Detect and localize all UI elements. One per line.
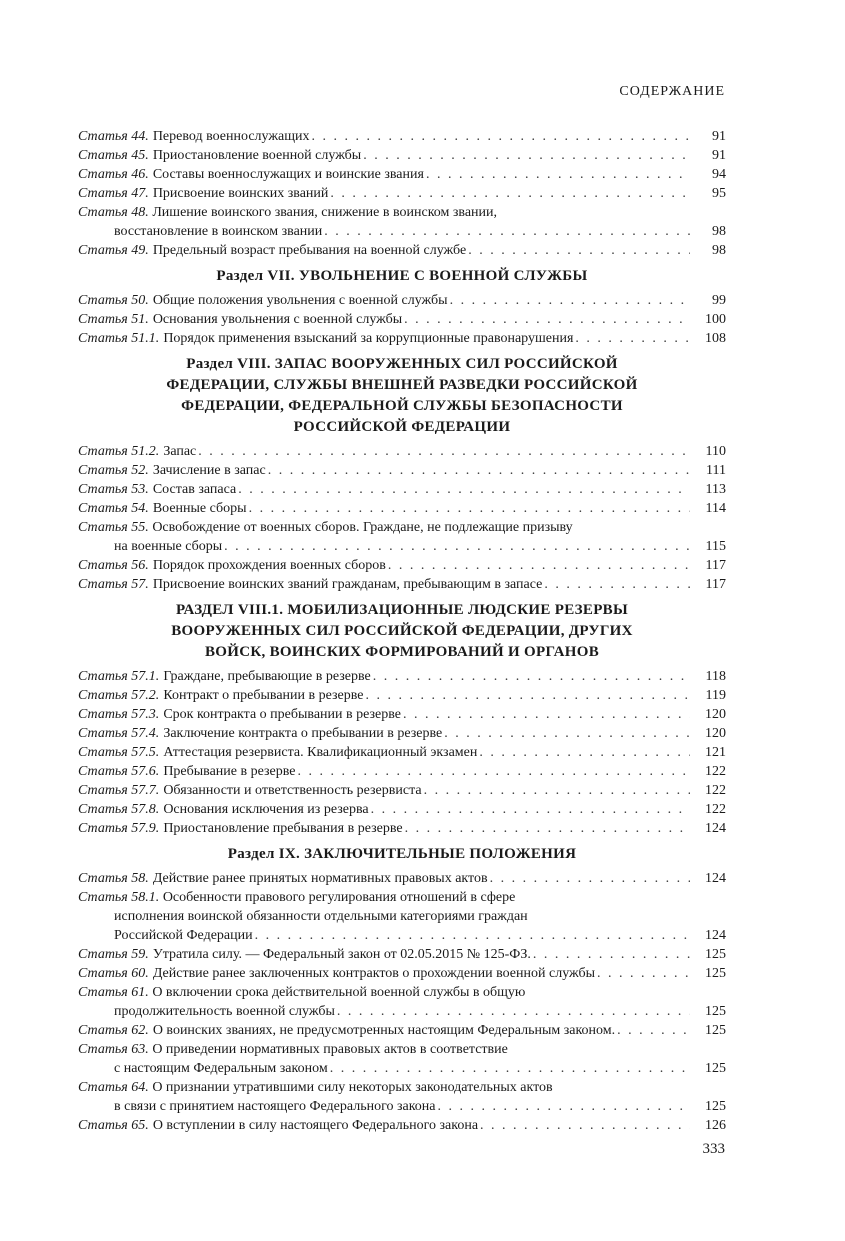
- article-title: Утратила силу. — Федеральный закон от 02.05.2015 № 125-ФЗ.: [152, 947, 531, 962]
- page-ref: 100: [705, 312, 726, 327]
- article-label: Статья 51.2.: [78, 444, 160, 459]
- toc-entry-line[interactable]: [78, 1078, 726, 1097]
- article-label: Статья 45.: [78, 148, 149, 163]
- article-title: Основания исключения из резерва: [163, 802, 369, 817]
- article-label: Статья 57.5.: [78, 745, 160, 760]
- leader-dots: [373, 667, 690, 686]
- article-label: Статья 46.: [78, 167, 149, 182]
- article-label: Статья 50.: [78, 293, 149, 308]
- page-ref: 94: [712, 167, 726, 182]
- page-ref: 98: [712, 243, 726, 258]
- toc-entry[interactable]: [78, 499, 726, 518]
- page-ref: 113: [705, 482, 726, 497]
- page-ref: 91: [712, 129, 726, 144]
- page-ref: 91: [712, 148, 726, 163]
- article-label: Статья 64.: [78, 1080, 149, 1095]
- toc-entry[interactable]: [78, 480, 726, 499]
- article-title: Состав запаса: [152, 482, 237, 497]
- leader-dots: [404, 310, 690, 329]
- toc-entry-continuation[interactable]: [78, 537, 726, 556]
- article-title: Присвоение воинских званий: [152, 186, 329, 201]
- page-ref: 126: [705, 1118, 726, 1133]
- leader-dots: [424, 781, 690, 800]
- section-heading-line: ВООРУЖЕННЫХ СИЛ РОССИЙСКОЙ ФЕДЕРАЦИИ, ДРУГИХ: [171, 623, 633, 639]
- article-title: Предельный возраст пребывания на военной службе: [152, 243, 467, 258]
- page-ref: 125: [705, 966, 726, 981]
- article-label: Статья 57.7.: [78, 783, 160, 798]
- toc-entry[interactable]: [78, 310, 726, 329]
- page-ref: 124: [705, 871, 726, 886]
- article-title: Перевод военнослужащих: [152, 129, 310, 144]
- page-ref: 117: [705, 558, 726, 573]
- page-ref: 95: [712, 186, 726, 201]
- article-title: О вступлении в силу настоящего Федерального закона: [152, 1118, 479, 1133]
- page-ref: 99: [712, 293, 726, 308]
- page-ref: 125: [705, 1061, 726, 1076]
- article-title: на военные сборы: [114, 539, 223, 554]
- section-heading: [78, 354, 726, 438]
- toc-entry-line[interactable]: [78, 203, 726, 222]
- leader-dots: [198, 442, 690, 461]
- article-label: Статья 65.: [78, 1118, 149, 1133]
- leader-dots: [388, 556, 690, 575]
- page-ref: 125: [705, 1004, 726, 1019]
- toc-entry-line[interactable]: [78, 983, 726, 1002]
- article-label: Статья 57.8.: [78, 802, 160, 817]
- toc-entry-continuation[interactable]: [78, 1097, 726, 1116]
- leader-dots: [479, 743, 690, 762]
- article-label: Статья 59.: [78, 947, 149, 962]
- article-label: Статья 57.: [78, 577, 149, 592]
- page-ref: 119: [705, 688, 726, 703]
- article-label: Статья 54.: [78, 501, 149, 516]
- toc-entry[interactable]: [78, 146, 726, 165]
- toc-entry-continuation[interactable]: [78, 926, 726, 945]
- article-title: в связи с принятием настоящего Федерального закона: [114, 1099, 436, 1114]
- article-label: Статья 52.: [78, 463, 149, 478]
- article-title: О включении срока действительной военной службы в общую: [152, 985, 526, 1000]
- page-number: 333: [702, 1141, 725, 1157]
- toc-entry[interactable]: [78, 442, 726, 461]
- article-label: Статья 57.1.: [78, 669, 160, 684]
- toc-entry[interactable]: [78, 743, 726, 762]
- page-ref: 121: [705, 745, 726, 760]
- article-title: Российской Федерации: [114, 928, 253, 943]
- page-ref: 114: [705, 501, 726, 516]
- article-title: Пребывание в резерве: [163, 764, 296, 779]
- leader-dots: [617, 1021, 690, 1040]
- toc-entry-continuation[interactable]: [78, 222, 726, 241]
- article-label: Статья 56.: [78, 558, 149, 573]
- article-title: Приостановление пребывания в резерве: [163, 821, 403, 836]
- section-heading-line: ФЕДЕРАЦИИ, СЛУЖБЫ ВНЕШНЕЙ РАЗВЕДКИ РОССИЙСКОЙ: [166, 377, 638, 393]
- toc-entry-line[interactable]: [78, 907, 726, 926]
- leader-dots: [366, 686, 690, 705]
- leader-dots: [268, 461, 690, 480]
- article-label: Статья 57.6.: [78, 764, 160, 779]
- toc-entry[interactable]: [78, 241, 726, 260]
- article-title: Особенности правового регулирования отношений в сфере: [162, 890, 516, 905]
- page-ref: 98: [712, 224, 726, 239]
- page-ref: 115: [705, 539, 726, 554]
- page-ref: 122: [705, 783, 726, 798]
- leader-dots: [371, 800, 690, 819]
- article-label: Статья 57.2.: [78, 688, 160, 703]
- leader-dots: [468, 241, 690, 260]
- toc-entry[interactable]: [78, 705, 726, 724]
- toc-entry[interactable]: [78, 461, 726, 480]
- article-title: Составы военнослужащих и воинские звания: [152, 167, 424, 182]
- article-title: Запас: [163, 444, 197, 459]
- article-title: Присвоение воинских званий гражданам, пребывающим в запасе: [152, 577, 543, 592]
- toc-entry-line[interactable]: [78, 1040, 726, 1059]
- leader-dots: [403, 705, 690, 724]
- section-heading-line: РОССИЙСКОЙ ФЕДЕРАЦИИ: [293, 419, 511, 435]
- article-title: исполнения воинской обязанности отдельными категориями граждан: [114, 909, 528, 924]
- article-title: Освобождение от военных сборов. Граждане, не подлежащие призыву: [152, 520, 573, 535]
- article-title: Общие положения увольнения с военной службы: [152, 293, 448, 308]
- toc-entry[interactable]: [78, 800, 726, 819]
- page-ref: 122: [705, 764, 726, 779]
- leader-dots: [330, 184, 690, 203]
- article-title: Лишение воинского звания, снижение в воинском звании,: [152, 205, 498, 220]
- page-ref: 118: [705, 669, 726, 684]
- leader-dots: [255, 926, 690, 945]
- article-label: Статья 57.4.: [78, 726, 160, 741]
- toc-entry-line[interactable]: [78, 518, 726, 537]
- leader-dots: [312, 127, 691, 146]
- page-ref: 125: [705, 947, 726, 962]
- article-label: Статья 57.9.: [78, 821, 160, 836]
- article-label: Статья 49.: [78, 243, 149, 258]
- article-title: восстановление в воинском звании: [114, 224, 323, 239]
- article-title: Граждане, пребывающие в резерве: [163, 669, 371, 684]
- toc-entry[interactable]: [78, 819, 726, 838]
- section-heading-line: ВОЙСК, ВОИНСКИХ ФОРМИРОВАНИЙ И ОРГАНОВ: [204, 644, 600, 660]
- article-title: Действие ранее принятых нормативных правовых актов: [152, 871, 488, 886]
- toc-entry[interactable]: [78, 686, 726, 705]
- leader-dots: [438, 1097, 690, 1116]
- article-label: Статья 60.: [78, 966, 149, 981]
- article-label: Статья 55.: [78, 520, 149, 535]
- page-ref: 120: [705, 726, 726, 741]
- page-ref: 120: [705, 707, 726, 722]
- table-of-contents: [78, 127, 726, 1135]
- toc-entry-continuation[interactable]: [78, 1059, 726, 1078]
- toc-entry[interactable]: [78, 291, 726, 310]
- page-ref: 124: [705, 821, 726, 836]
- leader-dots: [337, 1002, 690, 1021]
- toc-entry[interactable]: [78, 1116, 726, 1135]
- article-label: Статья 58.: [78, 871, 149, 886]
- leader-dots: [597, 964, 690, 983]
- leader-dots: [533, 945, 690, 964]
- article-title: Приостановление военной службы: [152, 148, 362, 163]
- toc-entry[interactable]: [78, 127, 726, 146]
- running-header: СОДЕРЖАНИЕ: [619, 84, 725, 99]
- article-label: Статья 47.: [78, 186, 149, 201]
- section-heading-line: Раздел VIII. ЗАПАС ВООРУЖЕННЫХ СИЛ РОССИЙСКОЙ: [186, 356, 618, 372]
- leader-dots: [238, 480, 690, 499]
- article-title: продолжительность военной службы: [114, 1004, 335, 1019]
- article-label: Статья 53.: [78, 482, 149, 497]
- leader-dots: [330, 1059, 690, 1078]
- article-label: Статья 61.: [78, 985, 149, 1000]
- leader-dots: [450, 291, 690, 310]
- article-title: Заключение контракта о пребывании в резерве: [163, 726, 443, 741]
- leader-dots: [224, 537, 690, 556]
- toc-entry[interactable]: [78, 329, 726, 348]
- page-ref: 108: [705, 331, 726, 346]
- toc-entry[interactable]: [78, 575, 726, 594]
- section-heading: Раздел IX. ЗАКЛЮЧИТЕЛЬНЫЕ ПОЛОЖЕНИЯ: [227, 846, 577, 862]
- toc-entry[interactable]: [78, 184, 726, 203]
- section-heading-line: ФЕДЕРАЦИИ, ФЕДЕРАЛЬНОЙ СЛУЖБЫ БЕЗОПАСНОСТИ: [181, 398, 623, 414]
- leader-dots: [249, 499, 690, 518]
- article-title: Обязанности и ответственность резервиста: [163, 783, 422, 798]
- article-title: Аттестация резервиста. Квалификационный экзамен: [163, 745, 478, 760]
- section-heading: Раздел VII. УВОЛЬНЕНИЕ С ВОЕННОЙ СЛУЖБЫ: [216, 268, 588, 284]
- page-ref: 117: [705, 577, 726, 592]
- section-heading-line: РАЗДЕЛ VIII.1. МОБИЛИЗАЦИОННЫЕ ЛЮДСКИЕ РЕЗЕРВЫ: [175, 602, 629, 618]
- article-label: Статья 57.3.: [78, 707, 160, 722]
- article-label: Статья 58.1.: [78, 890, 160, 905]
- article-title: Порядок применения взысканий за коррупционные правонарушения: [163, 331, 574, 346]
- leader-dots: [444, 724, 690, 743]
- toc-entry[interactable]: [78, 869, 726, 888]
- toc-entry[interactable]: [78, 667, 726, 686]
- article-title: Контракт о пребывании в резерве: [163, 688, 364, 703]
- article-title: О воинских званиях, не предусмотренных настоящим Федеральным законом.: [152, 1023, 616, 1038]
- article-title: Зачисление в запас: [152, 463, 266, 478]
- toc-entry[interactable]: [78, 945, 726, 964]
- article-title: с настоящим Федеральным законом: [114, 1061, 328, 1076]
- toc-entry[interactable]: [78, 556, 726, 575]
- article-label: Статья 63.: [78, 1042, 149, 1057]
- toc-entry[interactable]: [78, 964, 726, 983]
- toc-entry[interactable]: [78, 165, 726, 184]
- page-ref: 124: [705, 928, 726, 943]
- toc-entry[interactable]: [78, 724, 726, 743]
- page-ref: 125: [705, 1023, 726, 1038]
- article-label: Статья 62.: [78, 1023, 149, 1038]
- toc-entry-continuation[interactable]: [78, 1002, 726, 1021]
- page-ref: 122: [705, 802, 726, 817]
- article-title: Военные сборы: [152, 501, 247, 516]
- article-label: Статья 51.: [78, 312, 149, 327]
- toc-entry-line[interactable]: [78, 888, 726, 907]
- article-label: Статья 51.1.: [78, 331, 160, 346]
- page-ref: 110: [705, 444, 726, 459]
- leader-dots: [575, 329, 690, 348]
- leader-dots: [405, 819, 690, 838]
- article-title: Основания увольнения с военной службы: [152, 312, 403, 327]
- article-title: Действие ранее заключенных контрактов о прохождении военной службы: [152, 966, 596, 981]
- article-title: Порядок прохождения военных сборов: [152, 558, 386, 573]
- leader-dots: [363, 146, 690, 165]
- leader-dots: [298, 762, 691, 781]
- page-ref: 125: [705, 1099, 726, 1114]
- toc-entry[interactable]: [78, 781, 726, 800]
- article-label: Статья 44.: [78, 129, 149, 144]
- article-title: Срок контракта о пребывании в резерве: [163, 707, 401, 722]
- leader-dots: [490, 869, 690, 888]
- article-title: О признании утратившими силу некоторых законодательных актов: [152, 1080, 553, 1095]
- section-heading: [78, 600, 726, 663]
- toc-entry[interactable]: [78, 1021, 726, 1040]
- leader-dots: [544, 575, 690, 594]
- article-label: Статья 48.: [78, 205, 149, 220]
- leader-dots: [480, 1116, 690, 1135]
- toc-entry[interactable]: [78, 762, 726, 781]
- page-ref: 111: [706, 463, 726, 478]
- article-title: О приведении нормативных правовых актов в соответствие: [152, 1042, 508, 1057]
- leader-dots: [324, 222, 690, 241]
- leader-dots: [426, 165, 690, 184]
